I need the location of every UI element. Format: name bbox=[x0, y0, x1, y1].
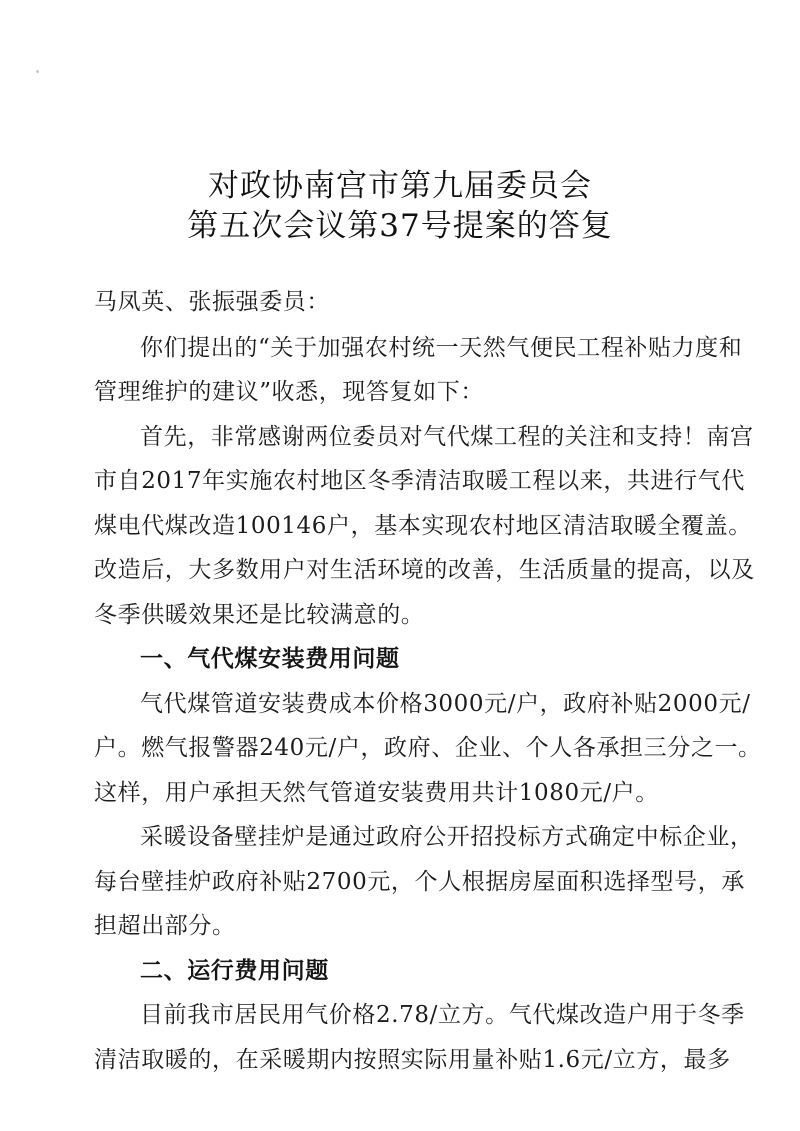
paragraph-3-line-3: 这样，用户承担天然气管道安装费用共计1080元/户。 bbox=[94, 780, 659, 806]
scan-speck bbox=[36, 70, 39, 73]
paragraph-5-line-1: 目前我市居民用气价格2.78/立方。气代煤改造户用于冬季 bbox=[140, 1002, 745, 1028]
paragraph-1-line-1: 你们提出的“关于加强农村统一天然气便民工程补贴力度和 bbox=[140, 335, 743, 361]
paragraph-4-line-1: 采暖设备壁挂炉是通过政府公开招投标方式确定中标企业， bbox=[140, 824, 754, 850]
paragraph-2-line-4: 改造后，大多数用户对生活环境的改善，生活质量的提高，以及 bbox=[94, 557, 755, 583]
paragraph-4-line-2: 每台壁挂炉政府补贴2700元，个人根据房屋面积选择型号，承 bbox=[94, 869, 745, 895]
paragraph-2-line-2: 市自2017年实施农村地区冬季清洁取暖工程以来，共进行气代 bbox=[94, 468, 745, 494]
paragraph-3-line-1: 气代煤管道安装费成本价格3000元/户，政府补贴2000元/ bbox=[140, 691, 751, 717]
paragraph-3-line-2: 户。燃气报警器240元/户，政府、企业、个人各承担三分之一。 bbox=[94, 735, 762, 761]
document-title-line-1: 对政协南宫市第九届委员会 bbox=[208, 168, 592, 204]
paragraph-2-line-5: 冬季供暖效果还是比较满意的。 bbox=[94, 602, 425, 628]
document-title-line-2: 第五次会议第37号提案的答复 bbox=[187, 208, 613, 244]
paragraph-2-line-3: 煤电代煤改造100146户，基本实现农村地区清洁取暖全覆盖。 bbox=[94, 513, 752, 539]
paragraph-4-line-3: 担超出部分。 bbox=[94, 913, 236, 939]
section-heading-1: 一、气代煤安装费用问题 bbox=[140, 645, 400, 672]
section-heading-2: 二、运行费用问题 bbox=[140, 957, 329, 984]
paragraph-5-line-2: 清洁取暖的，在采暖期内按照实际用量补贴1.6元/立方，最多 bbox=[94, 1047, 731, 1073]
salutation: 马凤英、张振强委员： bbox=[94, 289, 330, 315]
paragraph-1-line-2: 管理维护的建议”收悉，现答复如下： bbox=[94, 379, 484, 405]
paragraph-2-line-1: 首先，非常感谢两位委员对气代煤工程的关注和支持！南宫 bbox=[140, 424, 754, 450]
